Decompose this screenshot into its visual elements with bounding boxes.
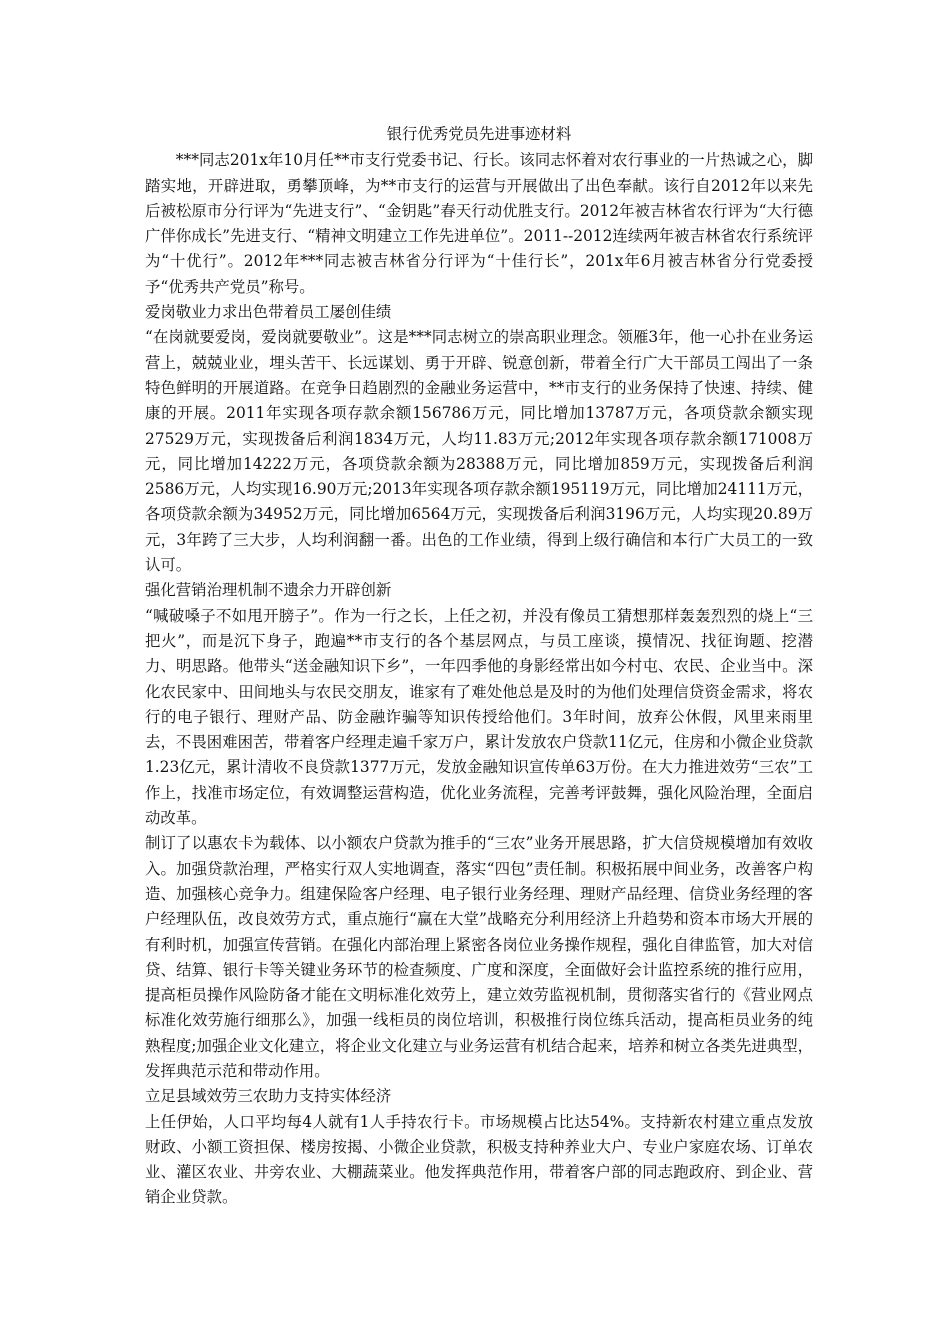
section-2-paragraph-2: 制订了以惠农卡为载体、以小额农户贷款为推手的“三农”业务开展思路，扩大信贷规模增加有效收入。加强贷款治理，严格实行双人实地调查，落实“四包”责任制。积极拓展中间业务，改善客户构造、加强核心竞争力。组建保险客户经理、电子银行业务经理、理财产品经理、信贷业务经理的客户经理队伍，改良效劳方式，重点施行“赢在大堂”战略充分利用经济上升趋势和资本市场大开展的有利时机，加强宣传营销。在强化内部治理上紧密各岗位业务操作规程，强化自律监管，加大对信贷、结算、银行卡等关键业务环节的检查频度、广度和深度，全面做好会计监控系统的推行应用，提高柜员操作风险防备才能在文明标准化效劳上，建立效劳监视机制，贯彻落实省行的《营业网点标准化效劳施行细那么》，加强一线柜员的岗位培训，积极推行岗位练兵活动，提高柜员业务的纯熟程度;加强企业文化建立，将企业文化建立与业务运营有机结合起来，培养和树立各类先进典型，发挥典范示范和带动作用。 bbox=[145, 834, 813, 1080]
section-heading-2: 强化营销治理机制不遗余力开辟创新 bbox=[145, 581, 392, 600]
section-3-paragraph: 上任伊始，人口平均每4人就有1人手持农行卡。市场规模占比达54%。支持新农村建立重点发放财政、小额工资担保、楼房按揭、小微企业贷款，积极支持种养业大户、专业户家庭农场、订单农业、灌区农业、井旁农业、大棚蔬菜业。他发挥典范作用，带着客户部的同志跑政府、到企业、营销企业贷款。 bbox=[145, 1112, 813, 1207]
section-2-paragraph-1: “喊破嗓子不如甩开膀子”。作为一行之长，上任之初，并没有像员工猜想那样轰轰烈烈的烧上“三把火”，而是沉下身子，跑遍**市支行的各个基层网点，与员工座谈，摸情况、找征询题、挖潜力、明思路。他带头“送金融知识下乡”，一年四季他的身影经常出如今村屯、农民、企业当中。深化农民家中、田间地头与农民交朋友，谁家有了难处他总是及时的为他们处理信贷资金需求，将农行的电子银行、理财产品、防金融诈骗等知识传授给他们。3年时间，放弃公休假，风里来雨里去，不畏困难困苦，带着客户经理走遍千家万户，累计发放农户贷款11亿元，住房和小微企业贷款1.23亿元，累计清收不良贷款1377万元，发放金融知识宣传单63万份。在大力推进效劳“三农”工作上，找准市场定位，有效调整运营构造，优化业务流程，完善考评鼓舞，强化风险治理，全面启动改革。 bbox=[145, 606, 813, 828]
section-1-paragraph: “在岗就要爱岗，爱岗就要敬业”。这是***同志树立的崇高职业理念。领雁3年，他一心扑在业务运营上，兢兢业业，埋头苦干、长远谋划、勇于开辟、锐意创新，带着全行广大干部员工闯出了一条特色鲜明的开展道路。在竞争日趋剧烈的金融业务运营中，**市支行的业务保持了快速、持续、健康的开展。2011年实现各项存款余额156786万元，同比增加13787万元，各项贷款余额实现27529万元，实现拨备后利润1834万元，人均11.83万元;2012年实现各项存款余额171008万元，同比增加14222万元，各项贷款余额为28388万元，同比增加859万元，实现拨备后利润2586万元，人均实现16.90万元;2013年实现各项存款余额195119万元，同比增加24111万元，各项贷款余额为34952万元，同比增加6564万元，实现拨备后利润3196万元，人均实现20.89万元，3年跨了三大步，人均利润翻一番。出色的工作业绩，得到上级行确信和本行广大员工的一致认可。 bbox=[145, 328, 813, 575]
document-page bbox=[145, 122, 813, 1211]
section-heading-1: 爱岗敬业力求出色带着员工屡创佳绩 bbox=[145, 303, 392, 322]
section-heading-3: 立足县域效劳三农助力支持实体经济 bbox=[145, 1087, 392, 1106]
document-title: 银行优秀党员先进事迹材料 bbox=[386, 125, 572, 143]
intro-paragraph: ***同志201x年10月任**市支行党委书记、行长。该同志怀着对农行事业的一片热诚之心，脚踏实地，开辟进取，勇攀顶峰，为**市支行的运营与开展做出了出色奉献。该行自2012年以来先后被松原市分行评为“先进支行”、“金钥匙”春天行动优胜支行。2012年被吉林省农行评为“大行德广伴你成长”先进支行、“精神文明建立工作先进单位”。2011--2012连续两年被吉林省农行系统评为“十优行”。2012年***同志被吉林省分行评为“十佳行长”，201x年6月被吉林省分行党委授予“优秀共产党员”称号。 bbox=[145, 151, 813, 296]
